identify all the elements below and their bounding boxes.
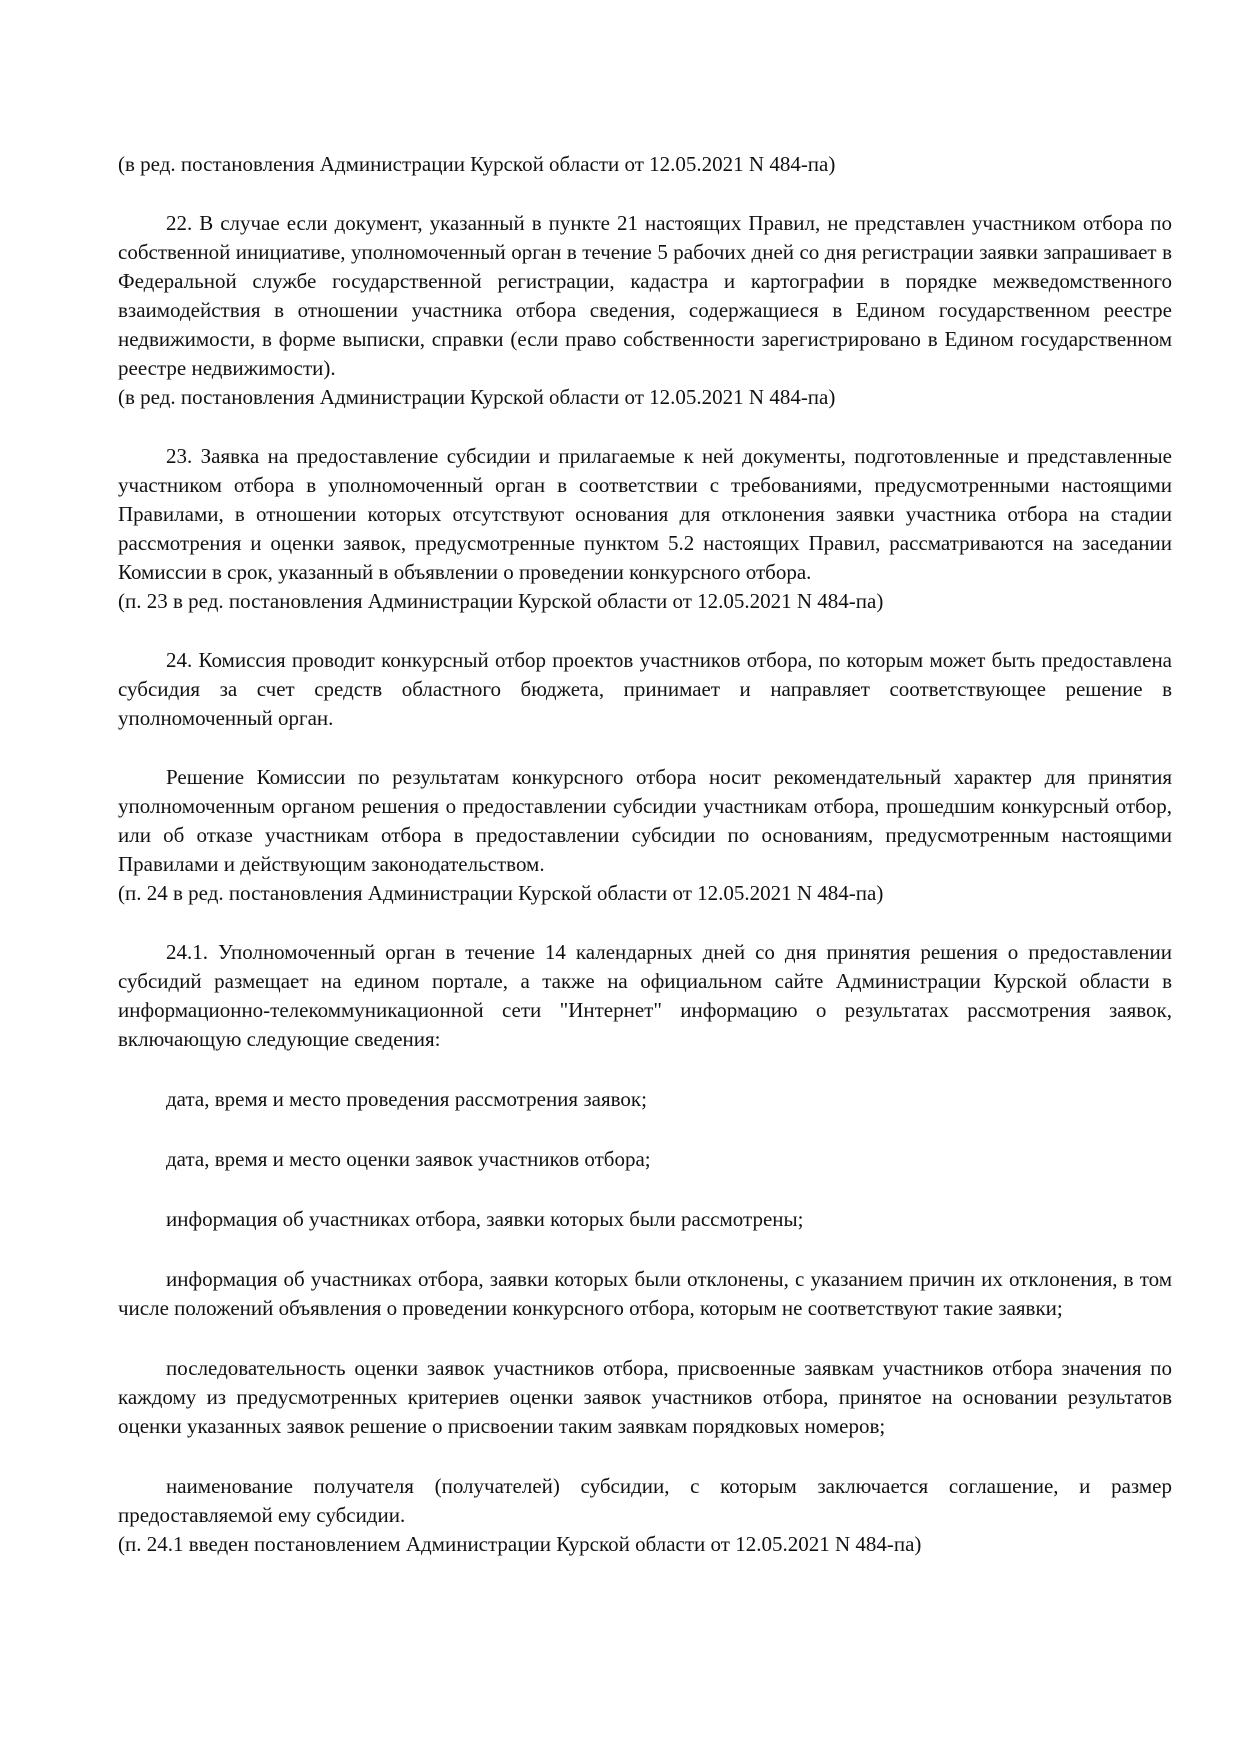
list-item-review-date: дата, время и место проведения рассмотрения заявок; [166, 1087, 647, 1111]
paragraph-24-1: 24.1. Уполномоченный орган в течение 14 календарных дней со дня принятия решения о предоставлении субсидий размещает на едином портале, а также на официальном сайте Администрации Курской области в информационно-телекоммуникационной сети "Интернет" информацию о результатах рассмотрения заявок, включающую следующие сведения: [118, 940, 1172, 1051]
list-item-reviewed-participants: информация об участниках отбора, заявки которых были рассмотрены; [166, 1207, 804, 1231]
list-item-recipient: наименование получателя (получателей) субсидии, с которым заключается соглашение, и размер предоставляемой ему субсидии. [118, 1474, 1172, 1527]
document-page [118, 150, 1172, 1559]
amendment-note: (в ред. постановления Администрации Курской области от 12.05.2021 N 484-па) [118, 152, 836, 176]
list-item-evaluation-date: дата, время и место оценки заявок участников отбора; [166, 1147, 651, 1171]
amendment-note: (п. 23 в ред. постановления Администрации Курской области от 12.05.2021 N 484-па) [118, 589, 884, 613]
amendment-note: (п. 24 в ред. постановления Администрации Курской области от 12.05.2021 N 484-па) [118, 881, 884, 905]
list-item-evaluation-sequence: последовательность оценки заявок участников отбора, присвоенные заявкам участников отбора значения по каждому из предусмотренных критериев оценки заявок участников отбора, принятое на основании результатов оценки указанных заявок решение о присвоении таким заявкам порядковых номеров; [118, 1356, 1172, 1438]
paragraph-24: 24. Комиссия проводит конкурсный отбор проектов участников отбора, по которым может быть предоставлена субсидия за счет средств областного бюджета, принимает и направляет соответствующее решение в уполномоченный орган. [118, 648, 1172, 730]
list-item-rejected-participants: информация об участниках отбора, заявки которых были отклонены, с указанием причин их отклонения, в том числе положений объявления о проведении конкурсного отбора, которым не соответствуют такие заявки; [118, 1267, 1172, 1320]
paragraph-23: 23. Заявка на предоставление субсидии и прилагаемые к ней документы, подготовленные и представленные участником отбора в уполномоченный орган в соответствии с требованиями, предусмотренными настоящими Правилами, в отношении которых отсутствуют основания для отклонения заявки участника отбора на стадии рассмотрения и оценки заявок, предусмотренные пунктом 5.2 настоящих Правил, рассматриваются на заседании Комиссии в срок, указанный в объявлении о проведении конкурсного отбора. [118, 444, 1172, 584]
amendment-note: (п. 24.1 введен постановлением Администрации Курской области от 12.05.2021 N 484-па) [118, 1532, 922, 1556]
amendment-note: (в ред. постановления Администрации Курской области от 12.05.2021 N 484-па) [118, 385, 836, 409]
paragraph-24-decision: Решение Комиссии по результатам конкурсного отбора носит рекомендательный характер для принятия уполномоченным органом решения о предоставлении субсидии участникам отбора, прошедшим конкурсный отбор, или об отказе участникам отбора в предоставлении субсидии по основаниям, предусмотренным настоящими Правилами и действующим законодательством. [118, 765, 1172, 876]
paragraph-22: 22. В случае если документ, указанный в пункте 21 настоящих Правил, не представлен участником отбора по собственной инициативе, уполномоченный орган в течение 5 рабочих дней со дня регистрации заявки запрашивает в Федеральной службе государственной регистрации, кадастра и картографии в порядке межведомственного взаимодействия в отношении участника отбора сведения, содержащиеся в Едином государственном реестре недвижимости, в форме выписки, справки (если право собственности зарегистрировано в Едином государственном реестре недвижимости). [118, 211, 1172, 380]
